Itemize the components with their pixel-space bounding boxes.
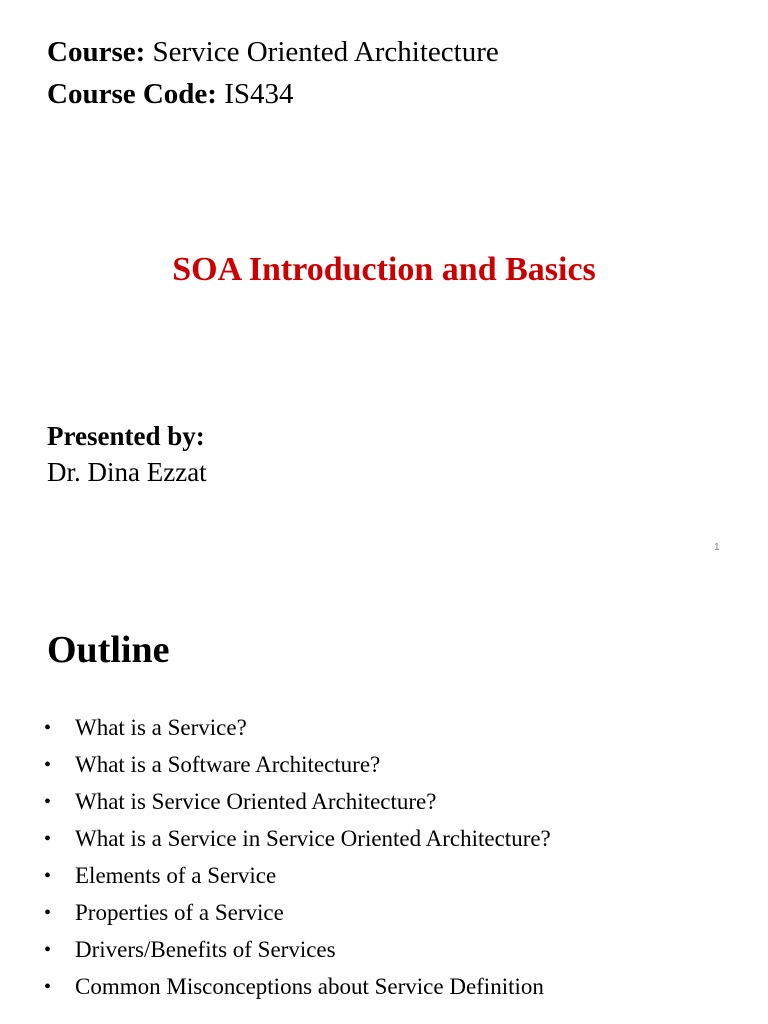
- outline-item-text: Properties of a Service: [75, 900, 284, 925]
- outline-heading: Outline: [47, 629, 170, 671]
- bullet-icon: •: [44, 976, 52, 998]
- course-line: [47, 34, 499, 70]
- bullet-icon: •: [44, 791, 52, 813]
- presenter-name: Dr. Dina Ezzat: [47, 457, 207, 487]
- outline-item-text: What is Service Oriented Architecture?: [75, 789, 437, 814]
- course-code-value: IS434: [224, 78, 294, 110]
- course-code-line: [47, 76, 294, 112]
- presented-by-label: Presented by:: [47, 421, 205, 451]
- course-label: Course:: [47, 36, 146, 68]
- slide-2: [0, 576, 768, 1024]
- page-number: 1: [714, 542, 720, 553]
- bullet-icon: •: [44, 717, 52, 739]
- course-code-label: Course Code:: [47, 78, 217, 110]
- bullet-icon: •: [44, 939, 52, 961]
- outline-item-text: What is a Service in Service Oriented Architecture?: [75, 826, 551, 851]
- course-value: Service Oriented Architecture: [152, 36, 499, 68]
- outline-item-text: Elements of a Service: [75, 863, 277, 888]
- bullet-icon: •: [44, 828, 52, 850]
- bullet-icon: •: [44, 902, 52, 924]
- outline-item-text: Drivers/Benefits of Services: [75, 937, 336, 962]
- bullet-icon: •: [44, 865, 52, 887]
- bullet-icon: •: [44, 754, 52, 776]
- outline-item-text: What is a Service?: [75, 715, 247, 740]
- outline-item-text: Common Misconceptions about Service Definition: [75, 974, 544, 999]
- outline-item-text: What is a Software Architecture?: [75, 752, 381, 777]
- slide-title: SOA Introduction and Basics: [172, 251, 596, 288]
